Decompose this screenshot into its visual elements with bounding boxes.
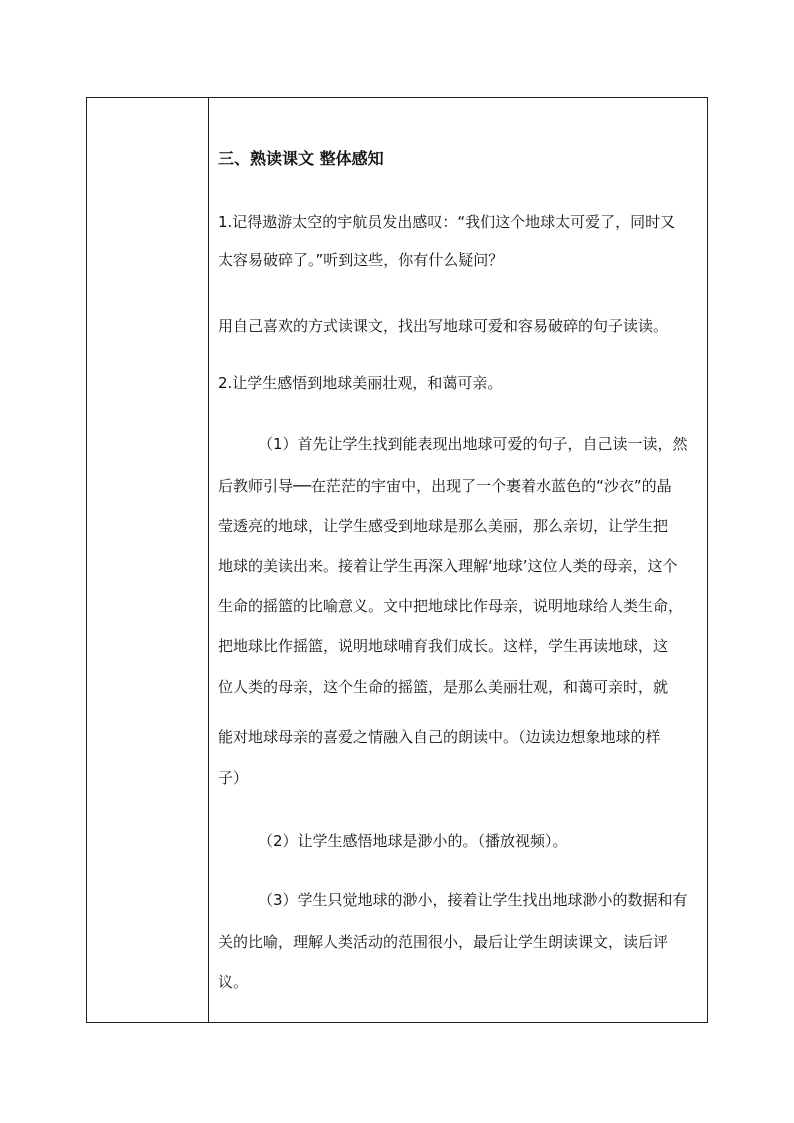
table-frame	[86, 97, 708, 1023]
text-line: 1.记得遨游太空的宇航员发出感叹：“我们这个地球太可爱了，同时又	[218, 213, 676, 231]
column-divider	[208, 98, 209, 1022]
text-line: 莹透亮的地球，让学生感受到地球是那么美丽，那么亲切，让学生把	[218, 517, 669, 535]
text-line: 关的比喻，理解人类活动的范围很小，最后让学生朗读课文，读后评	[218, 933, 669, 951]
text-line: 地球的美读出来。接着让学生再深入理解‘地球’这位人类的母亲，这个	[218, 557, 678, 575]
text-line: 用自己喜欢的方式读课文，找出写地球可爱和容易破碎的句子读读。	[218, 317, 669, 335]
text-line: 太容易破碎了。”听到这些，你有什么疑问？	[218, 251, 504, 269]
text-line: （3）学生只觉地球的渺小，接着让学生找出地球渺小的数据和有	[258, 891, 688, 909]
text-line: （2）让学生感悟地球是渺小的。（播放视频）。	[258, 832, 568, 850]
text-line: 能对地球母亲的喜爱之情融入自己的朗读中。（边读边想象地球的样	[218, 728, 661, 746]
text-line: 后教师引导──在茫茫的宇宙中，出现了一个裹着水蓝色的“沙衣”的晶	[218, 477, 672, 495]
text-line: 位人类的母亲，这个生命的摇篮，是那么美丽壮观，和蔼可亲时，就	[218, 678, 669, 696]
text-line: 2.让学生感悟到地球美丽壮观，和蔼可亲。	[218, 374, 503, 392]
text-line: 把地球比作摇篮，说明地球哺育我们成长。这样，学生再读地球，这	[218, 637, 669, 655]
text-line: 生命的摇篮的比喻意义。文中把地球比作母亲，说明地球给人类生命，	[218, 597, 684, 615]
section-heading: 三、熟读课文 整体感知	[218, 149, 384, 168]
text-line: 子）	[218, 769, 249, 787]
text-line: （1）首先让学生找到能表现出地球可爱的句子，自己读一读，然	[258, 435, 688, 453]
text-line: 议。	[218, 973, 249, 991]
